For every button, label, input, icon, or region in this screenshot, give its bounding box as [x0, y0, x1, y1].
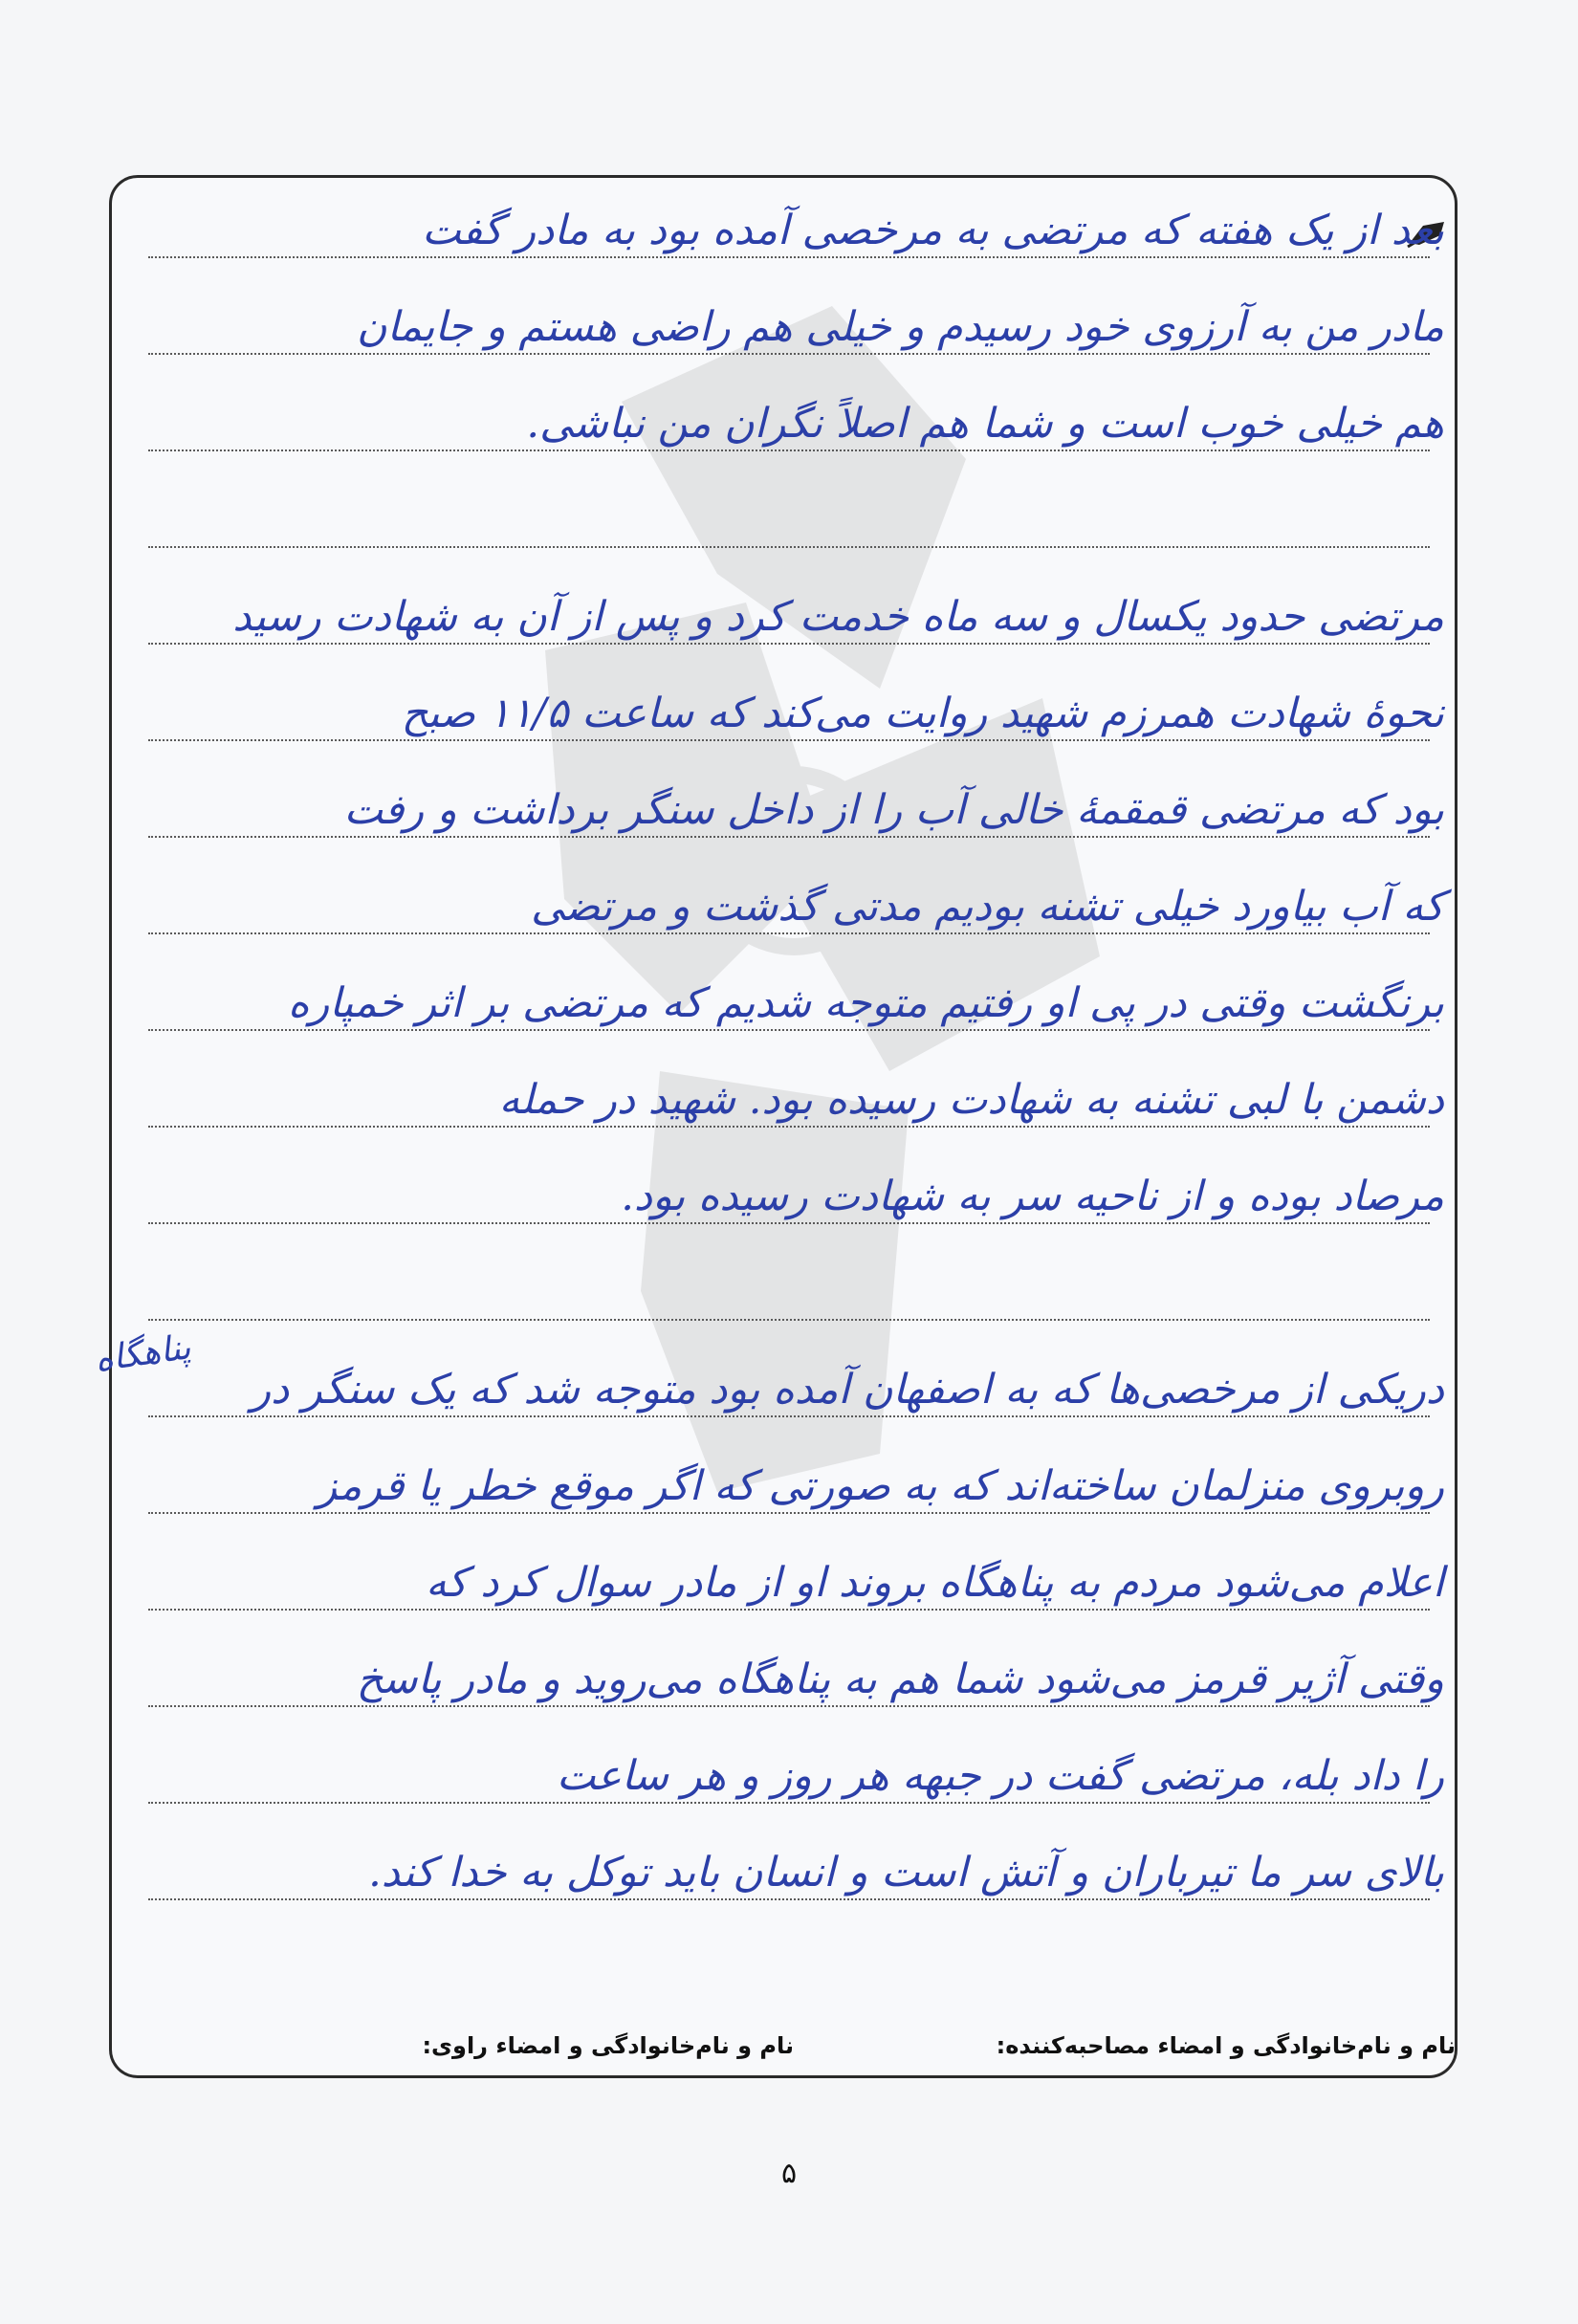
handwritten-line — [124, 487, 1444, 554]
section-heading: پناهگاه — [93, 1327, 194, 1380]
narrator-signature-label: نام و نام‌خانوادگی و امضاء راوی: — [422, 2032, 794, 2059]
handwritten-line: مرتضی حدود یکسال و سه ماه خدمت کرد و پس از آن به شهادت رسید — [232, 593, 1444, 641]
interviewer-signature-label: نام و نام‌خانوادگی و امضاء مصاحبه‌کننده: — [996, 2032, 1456, 2059]
handwritten-line: که آب بیاورد خیلی تشنه بودیم مدتی گذشت و مرتضی — [531, 883, 1444, 931]
handwritten-line: هم خیلی خوب است و شما هم اصلاً نگران من نباشی. — [526, 400, 1444, 448]
handwritten-line: بالای سر ما تیرباران و آتش است و انسان باید توکل به خدا کند. — [368, 1849, 1444, 1896]
handwritten-line: دریکی از مرخصی‌ها که به اصفهان آمده بود متوجه شد که یک سنگر در — [251, 1366, 1444, 1414]
handwritten-line: دشمن با لبی تشنه به شهادت رسیده بود. شهید در حمله — [498, 1076, 1444, 1124]
handwritten-line: برنگشت وقتی در پی او رفتیم متوجه شدیم که مرتضی بر اثر خمپاره — [287, 979, 1444, 1027]
handwritten-line: وقتی آژیر قرمز می‌شود شما هم به پناهگاه می‌روید و مادر پاسخ — [356, 1655, 1444, 1703]
handwritten-line: بعد از یک هفته که مرتضی به مرخصی آمده بود به مادر گفت — [422, 207, 1444, 254]
handwritten-line: را داد بله، مرتضی گفت در جبهه هر روز و هر ساعت — [557, 1752, 1444, 1800]
page-number: ۵ — [780, 2157, 798, 2190]
handwritten-line — [124, 1260, 1444, 1326]
handwritten-line: روبروی منزلمان ساخته‌اند که به صورتی که اگر موقع خطر یا قرمز — [317, 1462, 1444, 1510]
handwritten-line: مرصاد بوده و از ناحیه سر به شهادت رسیده بود. — [621, 1173, 1444, 1220]
handwritten-line: نحوهٔ شهادت همرزم شهید روایت می‌کند که ساعت ۱۱/۵ صبح — [401, 690, 1444, 737]
handwritten-line: اعلام می‌شود مردم به پناهگاه بروند او از مادر سوال کرد که — [426, 1559, 1444, 1607]
handwritten-line: مادر من به آرزوی خود رسیدم و خیلی هم راضی هستم و جایمان — [356, 303, 1444, 351]
handwritten-line: بود که مرتضی قمقمهٔ خالی آب را از داخل سنگر برداشت و رفت — [343, 786, 1444, 834]
